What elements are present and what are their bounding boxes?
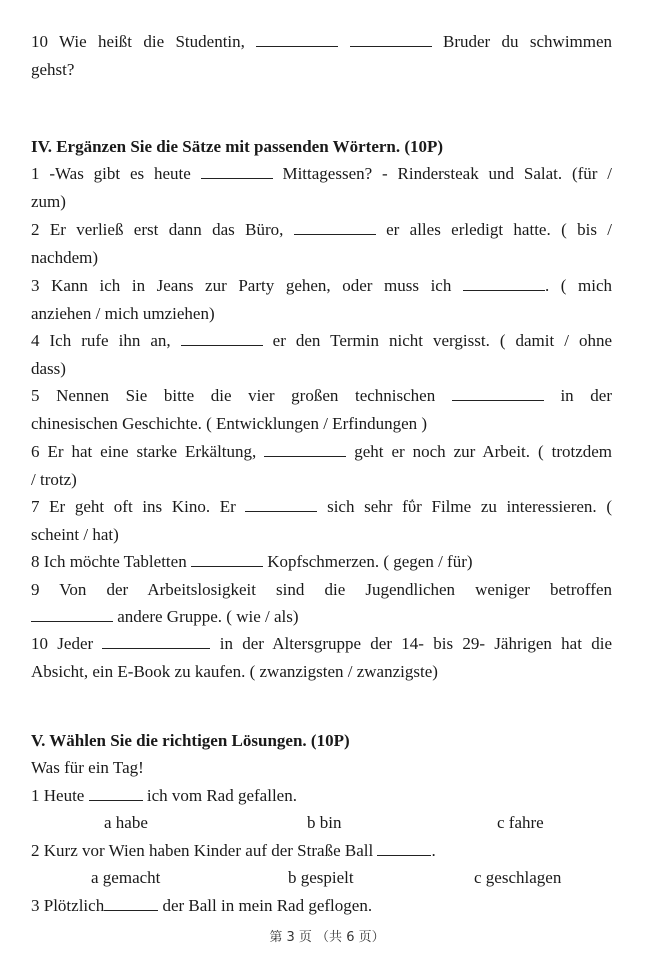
question-text: ich vom Rad gefallen.	[146, 786, 297, 805]
answer-blank[interactable]	[104, 896, 158, 911]
question-4-9-cont	[31, 607, 612, 627]
question-text: . ( mich	[544, 276, 613, 295]
question-text: 5 Nennen Sie bitte die vier großen technischen	[31, 386, 436, 405]
option-b[interactable]: b gespielt	[288, 868, 354, 887]
question-4-7	[31, 497, 612, 517]
page-number: 第 3 页 （共 6 页）	[269, 930, 385, 945]
question-4-1	[31, 164, 612, 184]
question-text: 1 -Was gibt es heute	[31, 164, 191, 183]
question-text: geht er noch zur Arbeit. ( trotzdem	[354, 442, 613, 461]
question-text: sich sehr fΰr Filme zu interessieren. (	[327, 497, 612, 516]
question-text: Mittagessen? - Rindersteak und Salat. (für /	[282, 164, 612, 183]
question-4-6-cont: / trotz)	[31, 470, 77, 489]
answer-blank[interactable]	[191, 552, 263, 567]
question-text: er den Termin nicht vergisst. ( damit / ohne	[272, 331, 613, 350]
question-4-3-cont: anziehen / mich umziehen)	[31, 304, 215, 323]
question-text: Bruder du schwimmen	[442, 32, 613, 51]
question-text: 3 Plötzlich	[31, 896, 105, 915]
question-4-9: 9 Von der Arbeitslosigkeit sind die Jugendlichen weniger betroffen	[31, 580, 612, 599]
question-text: Kopfschmerzen. ( gegen / für)	[267, 552, 473, 571]
option-a[interactable]: a gemacht	[91, 868, 161, 887]
answer-blank[interactable]	[102, 634, 210, 649]
question-text: er alles erledigt hatte. ( bis /	[386, 220, 613, 239]
question-5-3	[31, 896, 612, 916]
question-5-1	[31, 786, 612, 806]
question-text: andere Gruppe. ( wie / als)	[117, 607, 299, 626]
section-4-heading: IV. Ergänzen Sie die Sätze mit passenden Wörtern. (10P)	[31, 137, 444, 156]
question-4-10-cont: Absicht, ein E-Book zu kaufen. ( zwanzigsten / zwanzigste)	[31, 662, 438, 681]
answer-blank[interactable]	[256, 32, 338, 47]
question-text: 10 Wie heißt die Studentin,	[31, 32, 245, 51]
option-a[interactable]: a habe	[104, 813, 148, 832]
question-4-6	[31, 442, 612, 462]
question-text: 8 Ich möchte Tabletten	[31, 552, 187, 571]
question-text: in der Altersgruppe der 14- bis 29- Jährigen hat die	[219, 634, 612, 653]
question-4-3	[31, 276, 612, 296]
question-4-4-cont: dass)	[31, 359, 66, 378]
answer-blank[interactable]	[245, 497, 317, 512]
question-text: .	[431, 841, 436, 860]
question-text: 1 Heute	[31, 786, 85, 805]
section-5-heading: V. Wählen Sie die richtigen Lösungen. (10P)	[31, 731, 350, 750]
question-5-2	[31, 841, 612, 861]
question-text: 2 Kurz vor Wien haben Kinder auf der Straße Ball	[31, 841, 374, 860]
question-4-1-cont: zum)	[31, 192, 66, 211]
answer-blank[interactable]	[201, 164, 273, 179]
question-4-5	[31, 386, 612, 406]
answer-blank[interactable]	[350, 32, 432, 47]
question-4-2-cont: nachdem)	[31, 248, 99, 267]
answer-blank[interactable]	[377, 841, 431, 856]
question-4-8	[31, 552, 612, 572]
question-3-10-line2: gehst?	[31, 60, 75, 79]
question-text: der Ball in mein Rad geflogen.	[162, 896, 373, 915]
question-4-2	[31, 220, 612, 240]
question-text: 4 Ich rufe ihn an,	[31, 331, 171, 350]
question-3-10-line1	[31, 32, 612, 52]
question-text: in der	[560, 386, 612, 405]
option-c[interactable]: c geschlagen	[474, 868, 562, 887]
answer-blank[interactable]	[463, 276, 545, 291]
option-c[interactable]: c fahre	[497, 813, 544, 832]
answer-blank[interactable]	[89, 786, 143, 801]
question-4-7-cont: scheint / hat)	[31, 525, 119, 544]
answer-blank[interactable]	[452, 386, 544, 401]
answer-blank[interactable]	[181, 331, 263, 346]
answer-blank[interactable]	[264, 442, 346, 457]
question-text: 2 Er verließ erst dann das Büro,	[31, 220, 284, 239]
question-4-4	[31, 331, 612, 351]
question-text: 7 Er geht oft ins Kino. Er	[31, 497, 236, 516]
answer-blank[interactable]	[294, 220, 376, 235]
option-b[interactable]: b bin	[307, 813, 342, 832]
question-text: 6 Er hat eine starke Erkältung,	[31, 442, 257, 461]
question-4-5-cont: chinesischen Geschichte. ( Entwicklungen / Erfindungen )	[31, 414, 428, 433]
question-text: 3 Kann ich in Jeans zur Party gehen, oder muss ich	[31, 276, 452, 295]
question-4-10	[31, 634, 612, 654]
answer-blank[interactable]	[31, 607, 113, 622]
question-text: 10 Jeder	[31, 634, 94, 653]
section-5-intro: Was für ein Tag!	[31, 758, 144, 777]
